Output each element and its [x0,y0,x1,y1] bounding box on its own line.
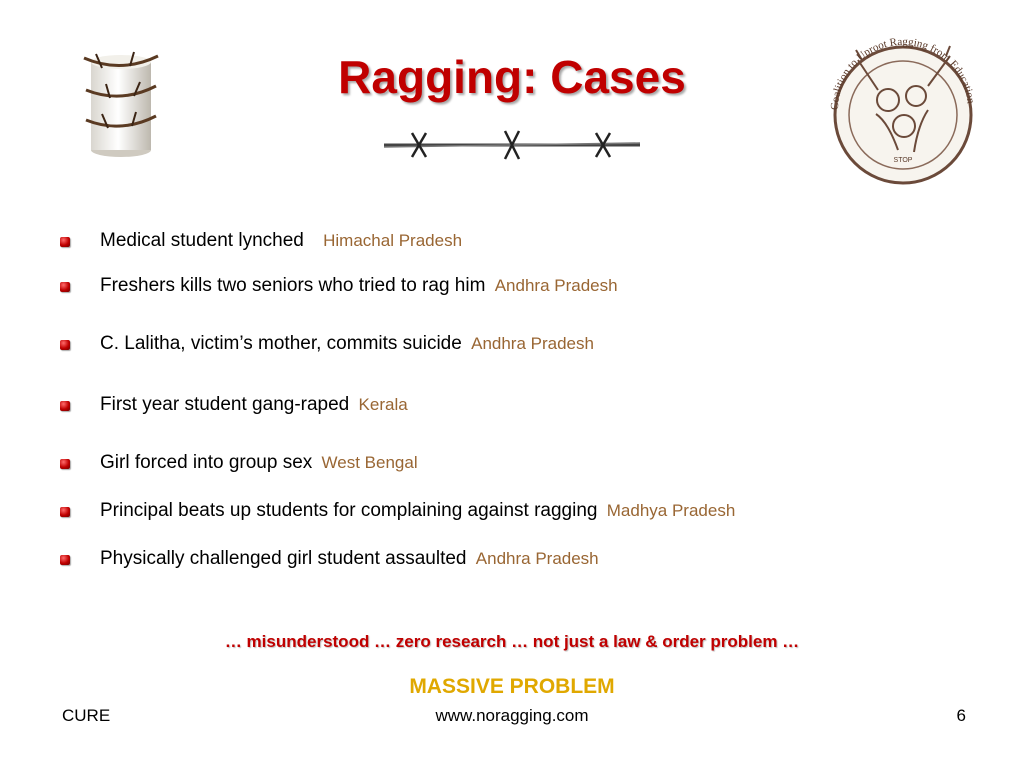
bullet-icon [60,459,70,469]
case-text: Medical student lynched [100,230,304,251]
footer-org: CURE [62,706,111,725]
bullet-icon [60,507,70,517]
list-item [60,329,594,359]
case-region: Kerala [358,395,408,414]
massive-problem-heading: MASSIVE PROBLEM [409,675,615,698]
case-region: Andhra Pradesh [471,334,594,353]
bullet-icon [60,401,70,411]
list-item [60,390,408,420]
bullet-icon [60,282,70,292]
case-region: Himachal Pradesh [323,231,463,250]
list-item [60,271,618,301]
barbed-wire-divider-icon [382,125,642,165]
case-text: C. Lalitha, victim’s mother, commits suicide [100,333,462,354]
bullet-icon [60,555,70,565]
case-text: Principal beats up students for complaining against ragging [100,500,598,521]
case-text: Freshers kills two seniors who tried to rag him [100,275,486,296]
footer-url: www.noragging.com [435,706,589,725]
case-region: Madhya Pradesh [606,501,736,520]
case-text: Physically challenged girl student assaulted [100,548,467,569]
case-region: Andhra Pradesh [475,549,599,568]
list-item [60,496,735,526]
bullet-icon [60,340,70,350]
logo-circle-text: Coalition to Uproot Ragging from Education [828,35,977,111]
coalition-logo [818,30,988,190]
case-text: First year student gang-raped [100,394,350,415]
case-text: Girl forced into group sex [100,452,313,473]
list-item [60,544,599,574]
logo-stop-text: STOP [893,157,913,164]
list-item [60,448,418,478]
footer-page-number: 6 [956,706,966,725]
bullet-icon [60,237,70,247]
tagline: … misunderstood … zero research … not just a law & order problem … [224,632,800,651]
case-region: Andhra Pradesh [494,276,618,295]
case-region: West Bengal [321,453,418,472]
list-item [60,226,462,256]
page-title: Ragging: Cases [338,51,686,103]
